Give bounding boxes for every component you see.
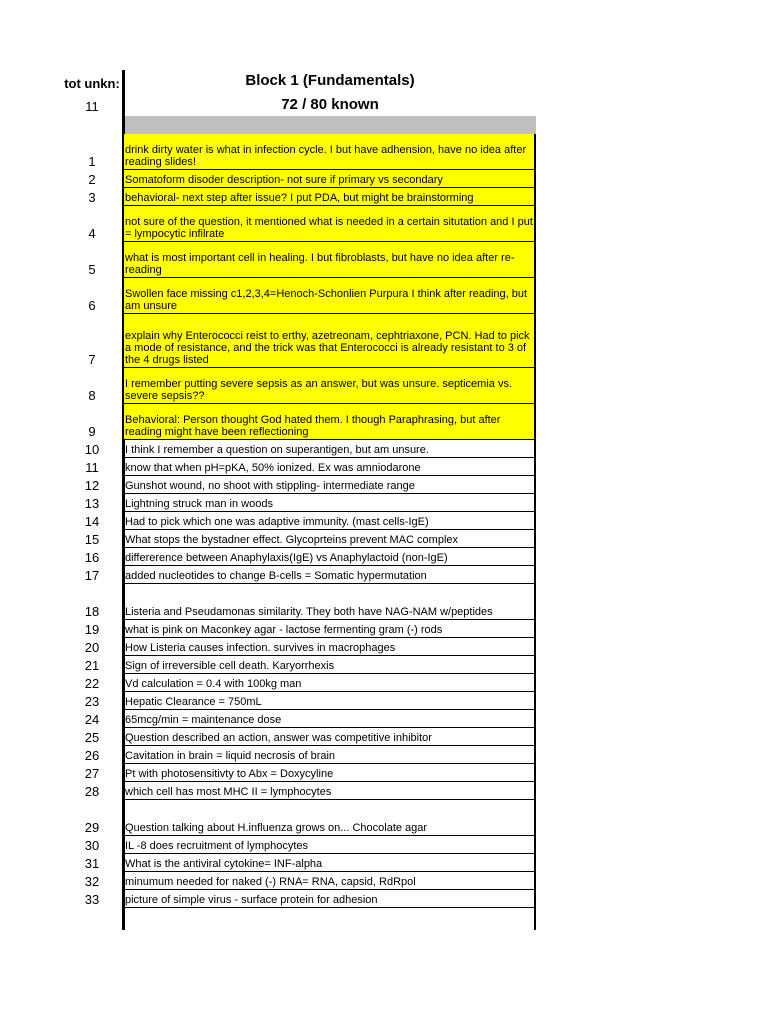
question-cell[interactable] bbox=[124, 656, 534, 674]
row-number: 14 bbox=[84, 514, 100, 529]
question-text: Somatoform disoder description- not sure if primary vs secondary bbox=[125, 174, 443, 186]
row-number: 32 bbox=[84, 874, 100, 889]
question-text: Hepatic Clearance = 750mL bbox=[125, 696, 262, 708]
question-text: explain why Enterococci reist to erthy, azetreonam, cephtriaxone, PCN. Had to pick a mode of resistance, and the trick was that Enterococci is already resistant to 3 of the 4 drugs listed bbox=[125, 330, 530, 366]
row-number: 20 bbox=[84, 640, 100, 655]
question-text: What stops the bystadner effect. Glycoprteins prevent MAC complex bbox=[125, 534, 459, 546]
question-cell[interactable] bbox=[124, 692, 534, 710]
question-text: Sign of irreversible cell death. Karyorrhexis bbox=[125, 660, 335, 672]
row-number: 19 bbox=[84, 622, 100, 637]
table-row bbox=[0, 314, 540, 368]
table-row bbox=[0, 242, 540, 278]
table-row bbox=[0, 188, 540, 206]
question-text: behavioral- next step after issue? I put PDA, but might be brainstorming bbox=[125, 192, 474, 204]
question-cell[interactable] bbox=[124, 494, 534, 512]
table-row bbox=[0, 584, 540, 620]
row-number: 28 bbox=[84, 784, 100, 799]
known-count: 72 / 80 known bbox=[281, 96, 379, 113]
row-number: 12 bbox=[84, 478, 100, 493]
table-row bbox=[0, 800, 540, 836]
row-number: 7 bbox=[88, 352, 96, 367]
row-number: 8 bbox=[88, 388, 96, 403]
question-text: I remember putting severe sepsis as an answer, but was unsure. septicemia vs. severe sepsis?? bbox=[125, 378, 513, 402]
question-cell[interactable] bbox=[124, 368, 534, 404]
table-row bbox=[0, 728, 540, 746]
question-text: Question described an action, answer was competitive inhibitor bbox=[125, 732, 432, 744]
row-number: 23 bbox=[84, 694, 100, 709]
question-cell[interactable] bbox=[124, 620, 534, 638]
question-cell[interactable] bbox=[124, 872, 534, 890]
question-cell[interactable] bbox=[124, 206, 534, 242]
table-row bbox=[0, 674, 540, 692]
question-text: Cavitation in brain = liquid necrosis of brain bbox=[125, 750, 336, 762]
row-number: 10 bbox=[84, 442, 100, 457]
question-cell[interactable] bbox=[124, 890, 534, 908]
table-row bbox=[0, 854, 540, 872]
question-text: Gunshot wound, no shoot with stippling- intermediate range bbox=[125, 480, 415, 492]
question-cell[interactable] bbox=[124, 530, 534, 548]
row-number: 15 bbox=[84, 532, 100, 547]
question-cell[interactable] bbox=[124, 404, 534, 440]
question-cell[interactable] bbox=[124, 170, 534, 188]
table-row bbox=[0, 566, 540, 584]
table-row bbox=[0, 638, 540, 656]
table-row bbox=[0, 836, 540, 854]
row-number: 33 bbox=[84, 892, 100, 907]
question-text: Behavioral: Person thought God hated them. I though Paraphrasing, but after reading might have been reflectioning bbox=[125, 414, 501, 438]
row-number: 27 bbox=[84, 766, 100, 781]
total-unknown-value: 11 bbox=[85, 99, 99, 114]
question-cell[interactable] bbox=[124, 782, 534, 800]
table-row bbox=[0, 512, 540, 530]
table-row bbox=[0, 404, 540, 440]
question-text: Lightning struck man in woods bbox=[125, 498, 273, 510]
table-row bbox=[0, 764, 540, 782]
question-text: Listeria and Pseudamonas similarity. They both have NAG-NAM w/peptides bbox=[125, 606, 493, 618]
question-text: what is most important cell in healing. I but fibroblasts, but have no idea after re-reading bbox=[125, 252, 515, 276]
question-text: Vd calculation = 0.4 with 100kg man bbox=[125, 678, 302, 690]
question-cell[interactable] bbox=[124, 638, 534, 656]
question-cell[interactable] bbox=[124, 836, 534, 854]
question-text: How Listeria causes infection. survives in macrophages bbox=[125, 642, 396, 654]
row-number: 6 bbox=[88, 298, 96, 313]
total-unknown-label: tot unkn: bbox=[64, 76, 120, 91]
question-cell[interactable] bbox=[124, 566, 534, 584]
question-cell[interactable] bbox=[124, 134, 534, 170]
question-cell[interactable] bbox=[124, 242, 534, 278]
question-text: Pt with photosensitivty to Abx = Doxycyline bbox=[125, 768, 334, 780]
row-number: 1 bbox=[88, 154, 96, 169]
question-text: What is the antiviral cytokine= INF-alpha bbox=[125, 858, 323, 870]
row-number: 26 bbox=[84, 748, 100, 763]
row-number: 31 bbox=[84, 856, 100, 871]
row-number: 13 bbox=[84, 496, 100, 511]
table-row bbox=[0, 782, 540, 800]
table-row bbox=[0, 278, 540, 314]
row-number: 22 bbox=[84, 676, 100, 691]
table-row bbox=[0, 746, 540, 764]
question-text: drink dirty water is what in infection cycle. I but have adhension, have no idea after reading slides! bbox=[125, 144, 527, 168]
row-number: 24 bbox=[84, 712, 100, 727]
row-number: 16 bbox=[84, 550, 100, 565]
table-row bbox=[0, 530, 540, 548]
question-cell[interactable] bbox=[124, 746, 534, 764]
header-band bbox=[124, 116, 536, 134]
table-row bbox=[0, 440, 540, 458]
table-row bbox=[0, 206, 540, 242]
question-text: which cell has most MHC II = lymphocytes bbox=[125, 786, 332, 798]
row-number: 29 bbox=[84, 820, 100, 835]
row-number: 25 bbox=[84, 730, 100, 745]
question-cell[interactable] bbox=[124, 440, 534, 458]
question-cell[interactable] bbox=[124, 458, 534, 476]
question-text: not sure of the question, it mentioned what is needed in a certain situtation and I put = lympocytic infilrate bbox=[125, 216, 533, 240]
table-row bbox=[0, 494, 540, 512]
table-row bbox=[0, 368, 540, 404]
question-cell[interactable] bbox=[124, 278, 534, 314]
question-text: picture of simple virus - surface protein for adhesion bbox=[125, 894, 378, 906]
table-row bbox=[0, 710, 540, 728]
question-cell[interactable] bbox=[124, 314, 534, 368]
row-number: 2 bbox=[88, 172, 96, 187]
table-row bbox=[0, 656, 540, 674]
table-row bbox=[0, 548, 540, 566]
table-row bbox=[0, 134, 540, 170]
table-row bbox=[0, 476, 540, 494]
question-cell[interactable] bbox=[124, 854, 534, 872]
row-number: 5 bbox=[88, 262, 96, 277]
block-title: Block 1 (Fundamentals) bbox=[245, 72, 415, 89]
question-text: Swollen face missing c1,2,3,4=Henoch-Schonlien Purpura I think after reading, but am unsure bbox=[125, 288, 528, 312]
table-row bbox=[0, 458, 540, 476]
row-number: 18 bbox=[84, 604, 100, 619]
question-cell[interactable] bbox=[124, 584, 534, 620]
question-text: Had to pick which one was adaptive immunity. (mast cells-IgE) bbox=[125, 516, 429, 528]
question-text: know that when pH=pKA, 50% ionized. Ex was amniodarone bbox=[125, 462, 421, 474]
question-text: what is pink on Maconkey agar - lactose fermenting gram (-) rods bbox=[125, 624, 443, 636]
question-list bbox=[0, 134, 540, 908]
question-cell[interactable] bbox=[124, 764, 534, 782]
table-row bbox=[0, 872, 540, 890]
table-row bbox=[0, 170, 540, 188]
question-cell[interactable] bbox=[124, 476, 534, 494]
table-row bbox=[0, 620, 540, 638]
row-number: 17 bbox=[84, 568, 100, 583]
question-text: I think I remember a question on superantigen, but am unsure. bbox=[125, 444, 429, 456]
question-cell[interactable] bbox=[124, 548, 534, 566]
table-row bbox=[0, 692, 540, 710]
row-number: 3 bbox=[88, 190, 96, 205]
question-cell[interactable] bbox=[124, 188, 534, 206]
question-text: IL -8 does recruitment of lymphocytes bbox=[125, 840, 309, 852]
row-number: 21 bbox=[84, 658, 100, 673]
row-number: 11 bbox=[85, 460, 99, 475]
question-text: Question talking about H.influenza grows on... Chocolate agar bbox=[125, 822, 428, 834]
question-text: added nucleotides to change B-cells = Somatic hypermutation bbox=[125, 570, 427, 582]
question-text: differerence between Anaphylaxis(IgE) vs Anaphylactoid (non-IgE) bbox=[125, 552, 448, 564]
question-cell[interactable] bbox=[124, 710, 534, 728]
table-row bbox=[0, 890, 540, 908]
row-number: 9 bbox=[88, 424, 96, 439]
question-text: minumum needed for naked (-) RNA= RNA, capsid, RdRpol bbox=[125, 876, 416, 888]
question-cell[interactable] bbox=[124, 728, 534, 746]
question-cell[interactable] bbox=[124, 674, 534, 692]
row-number: 4 bbox=[88, 226, 96, 241]
question-cell[interactable] bbox=[124, 512, 534, 530]
question-text: 65mcg/min = maintenance dose bbox=[125, 714, 282, 726]
question-cell[interactable] bbox=[124, 800, 534, 836]
row-number: 30 bbox=[84, 838, 100, 853]
